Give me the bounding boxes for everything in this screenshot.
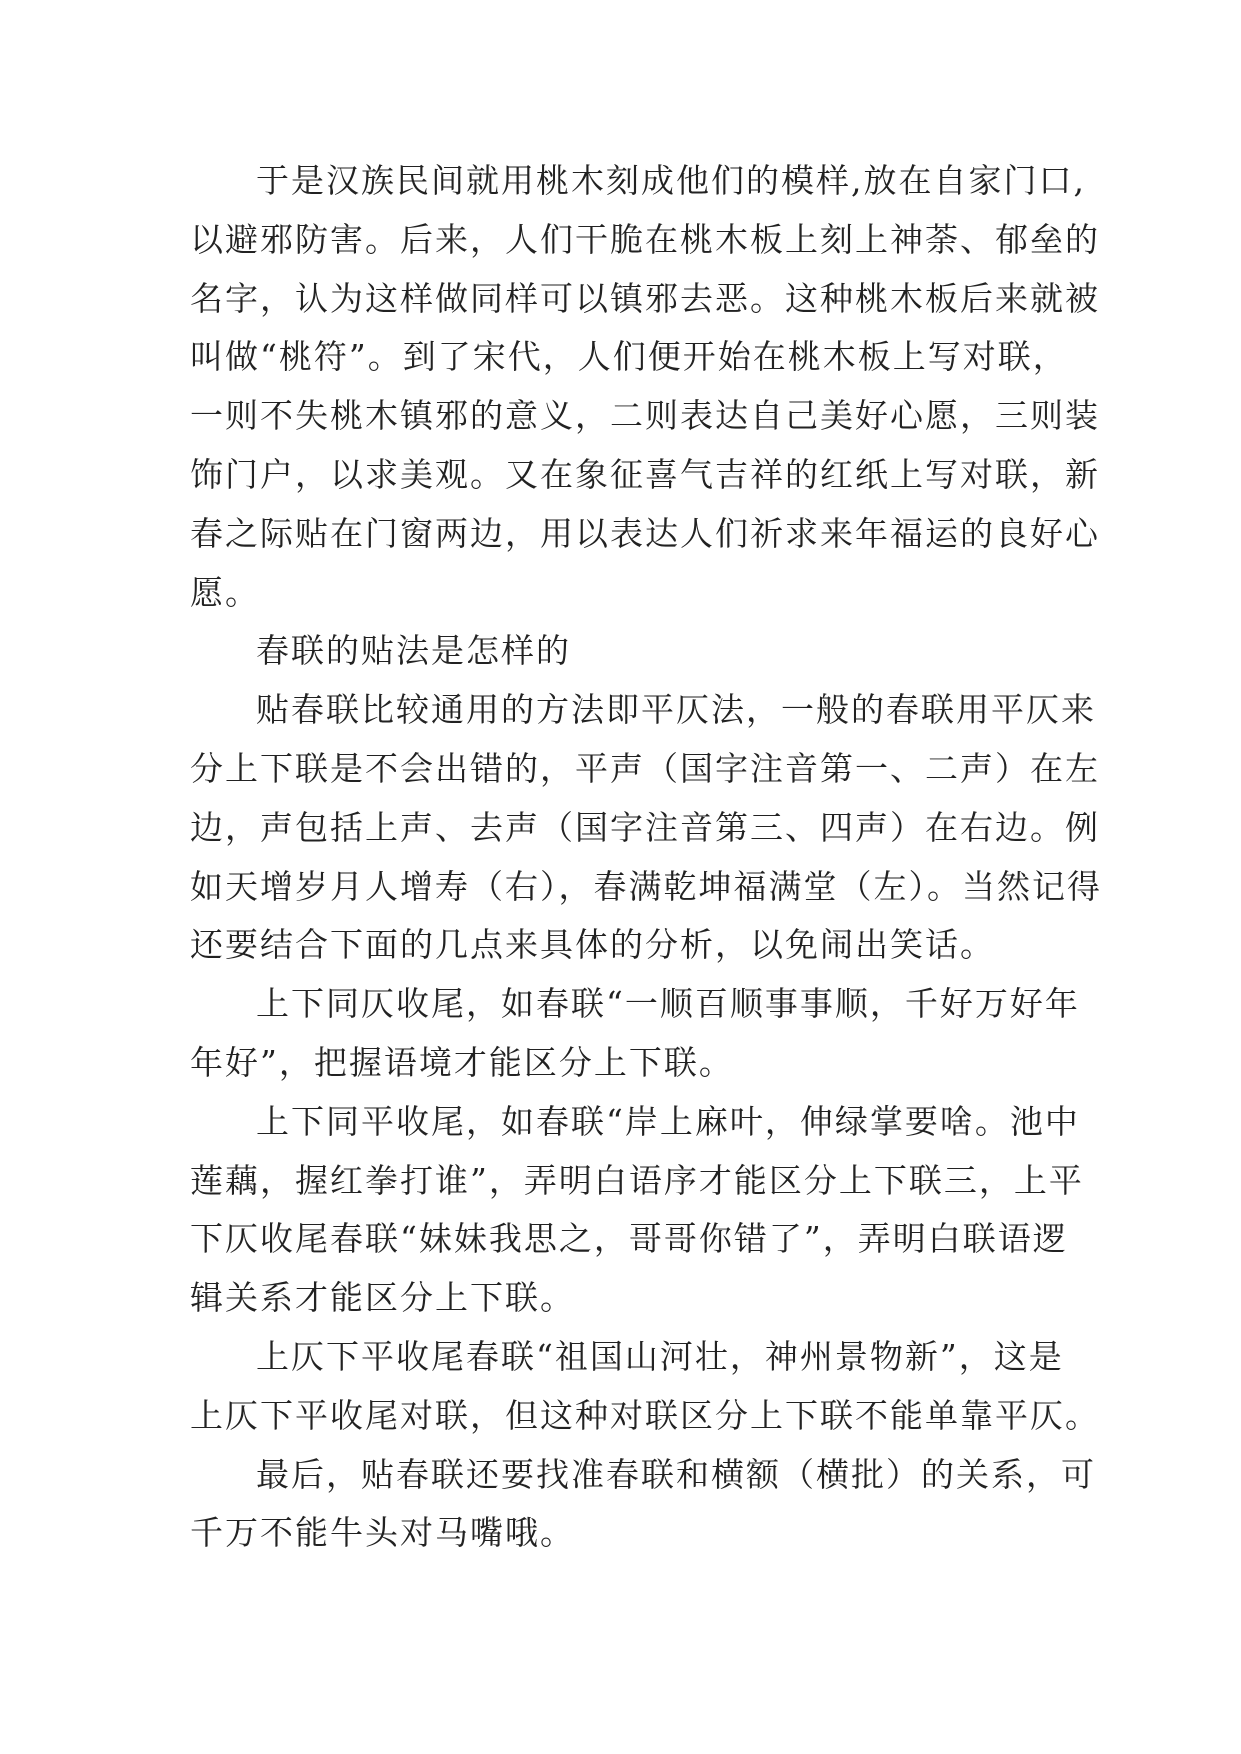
text-line: 饰门户，以求美观。又在象征喜气吉祥的红纸上写对联，新 bbox=[190, 454, 1100, 494]
text-line: 千万不能牛头对马嘴哦。 bbox=[190, 1513, 575, 1553]
text-line: 上仄下平收尾对联，但这种对联区分上下联不能单靠平仄。 bbox=[190, 1395, 1100, 1435]
text-line: 上下同仄收尾，如春联“一顺百顺事事顺，千好万好年 bbox=[256, 984, 1080, 1024]
text-line: 以避邪防害。后来，人们干脆在桃木板上刻上神荼、郁垒的 bbox=[190, 219, 1100, 259]
text-line: 春之际贴在门窗两边，用以表达人们祈求来年福运的良好心 bbox=[190, 513, 1100, 553]
document-body bbox=[190, 152, 1102, 1563]
text-line: 于是汉族民间就用桃木刻成他们的模样,放在自家门口, bbox=[256, 161, 1086, 200]
text-line: 分上下联是不会出错的，平声（国字注音第一、二声）在左 bbox=[190, 748, 1100, 788]
text-line: 名字，认为这样做同样可以镇邪去恶。这种桃木板后来就被 bbox=[190, 278, 1100, 318]
text-line: 贴春联比较通用的方法即平仄法，一般的春联用平仄来 bbox=[256, 690, 1096, 730]
text-line: 莲藕，握红拳打谁”，弄明白语序才能区分上下联三，上平 bbox=[190, 1160, 1084, 1200]
text-line: 年好”，把握语境才能区分上下联。 bbox=[190, 1042, 734, 1082]
text-line: 辑关系才能区分上下联。 bbox=[190, 1278, 575, 1318]
text-line: 愿。 bbox=[190, 572, 260, 612]
section-heading: 春联的贴法是怎样的 bbox=[256, 631, 571, 671]
text-line: 如天增岁月人增寿（右），春满乾坤福满堂（左）。当然记得 bbox=[190, 866, 1102, 906]
text-line: 下仄收尾春联“妹妹我思之，哥哥你错了”，弄明白联语逻 bbox=[190, 1219, 1068, 1259]
text-line: 边，声包括上声、去声（国字注音第三、四声）在右边。例 bbox=[190, 807, 1100, 847]
text-line: 一则不失桃木镇邪的意义，二则表达自己美好心愿，三则装 bbox=[190, 396, 1100, 436]
text-line: 还要结合下面的几点来具体的分析，以免闹出笑话。 bbox=[190, 925, 995, 965]
text-line: 上仄下平收尾春联“祖国山河壮，神州景物新”，这是 bbox=[256, 1336, 1064, 1376]
text-line: 最后，贴春联还要找准春联和横额（横批）的关系，可 bbox=[256, 1454, 1096, 1494]
text-line: 叫做“桃符”。到了宋代，人们便开始在桃木板上写对联， bbox=[190, 337, 1068, 377]
text-line: 上下同平收尾，如春联“岸上麻叶，伸绿掌要啥。池中 bbox=[256, 1101, 1080, 1141]
